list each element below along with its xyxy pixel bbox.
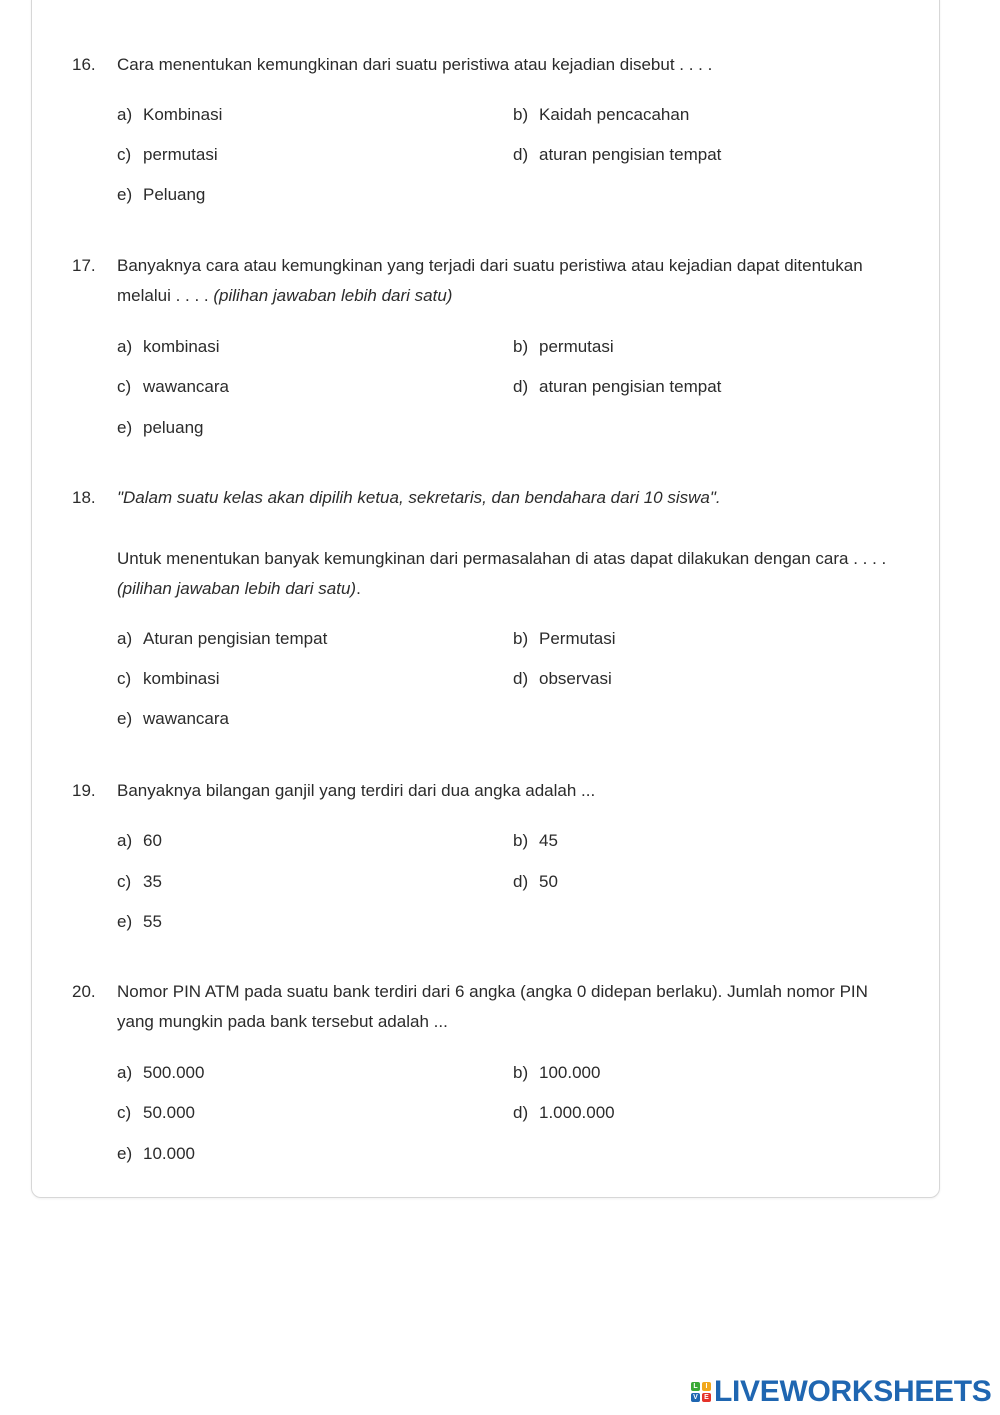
option-b[interactable]: b) 45 <box>513 831 558 850</box>
option-b[interactable]: b) 100.000 <box>513 1063 601 1082</box>
liveworksheets-logo[interactable] <box>691 1374 992 1410</box>
question-number: 18. <box>72 488 96 507</box>
option-c[interactable]: c) permutasi <box>117 145 218 164</box>
option-b[interactable]: b) permutasi <box>513 337 614 356</box>
option-c[interactable]: c) 35 <box>117 872 162 891</box>
question-note: (pilihan jawaban lebih dari satu) <box>117 579 357 598</box>
option-a[interactable]: a) 500.000 <box>117 1063 205 1082</box>
question-number: 17. <box>72 256 96 275</box>
option-a[interactable]: a) Kombinasi <box>117 105 223 124</box>
question-text: Banyaknya cara atau kemungkinan yang terjadi dari suatu peristiwa atau kejadian dapat ditentukan melalui . . . . (pilihan jawaban lebih dari satu) <box>117 256 863 305</box>
option-d[interactable]: d) aturan pengisian tempat <box>513 145 722 164</box>
option-e[interactable]: e) 10.000 <box>117 1144 195 1163</box>
option-e[interactable]: e) Peluang <box>117 185 206 204</box>
option-c[interactable]: c) wawancara <box>117 377 229 396</box>
option-a[interactable]: a) 60 <box>117 831 162 850</box>
question-text: Nomor PIN ATM pada suatu bank terdiri dari 6 angka (angka 0 didepan berlaku). Jumlah nomor PIN yang mungkin pada bank tersebut adalah ... <box>117 982 868 1031</box>
option-d[interactable]: d) 50 <box>513 872 558 891</box>
option-a[interactable]: a) Aturan pengisian tempat <box>117 629 328 648</box>
question-number: 16. <box>72 55 96 74</box>
question-text: Banyaknya bilangan ganjil yang terdiri dari dua angka adalah ... <box>117 781 596 800</box>
option-d[interactable]: d) observasi <box>513 669 612 688</box>
option-d[interactable]: d) 1.000.000 <box>513 1103 615 1122</box>
option-e[interactable]: e) 55 <box>117 912 162 931</box>
option-c[interactable]: c) kombinasi <box>117 669 220 688</box>
question-note: (pilihan jawaban lebih dari satu) <box>213 286 453 305</box>
option-e[interactable]: e) wawancara <box>117 709 229 728</box>
question-text: Untuk menentukan banyak kemungkinan dari permasalahan di atas dapat dilakukan dengan cara . . . . (pilihan jawaban lebih dari satu). <box>117 549 887 598</box>
option-c[interactable]: c) 50.000 <box>117 1103 195 1122</box>
question-quote: "Dalam suatu kelas akan dipilih ketua, sekretaris, dan bendahara dari 10 siswa". <box>117 488 721 507</box>
question-number: 19. <box>72 781 96 800</box>
option-b[interactable]: b) Kaidah pencacahan <box>513 105 690 124</box>
option-e[interactable]: e) peluang <box>117 418 204 437</box>
option-b[interactable]: b) Permutasi <box>513 629 616 648</box>
question-text: Cara menentukan kemungkinan dari suatu peristiwa atau kejadian disebut . . . . <box>117 55 713 74</box>
option-d[interactable]: d) aturan pengisian tempat <box>513 377 722 396</box>
option-a[interactable]: a) kombinasi <box>117 337 220 356</box>
logo-text: LIVEWORKSHEETS <box>714 1375 992 1408</box>
liveworksheets-logo-icon: L I V E <box>691 1382 711 1402</box>
question-number: 20. <box>72 982 96 1001</box>
